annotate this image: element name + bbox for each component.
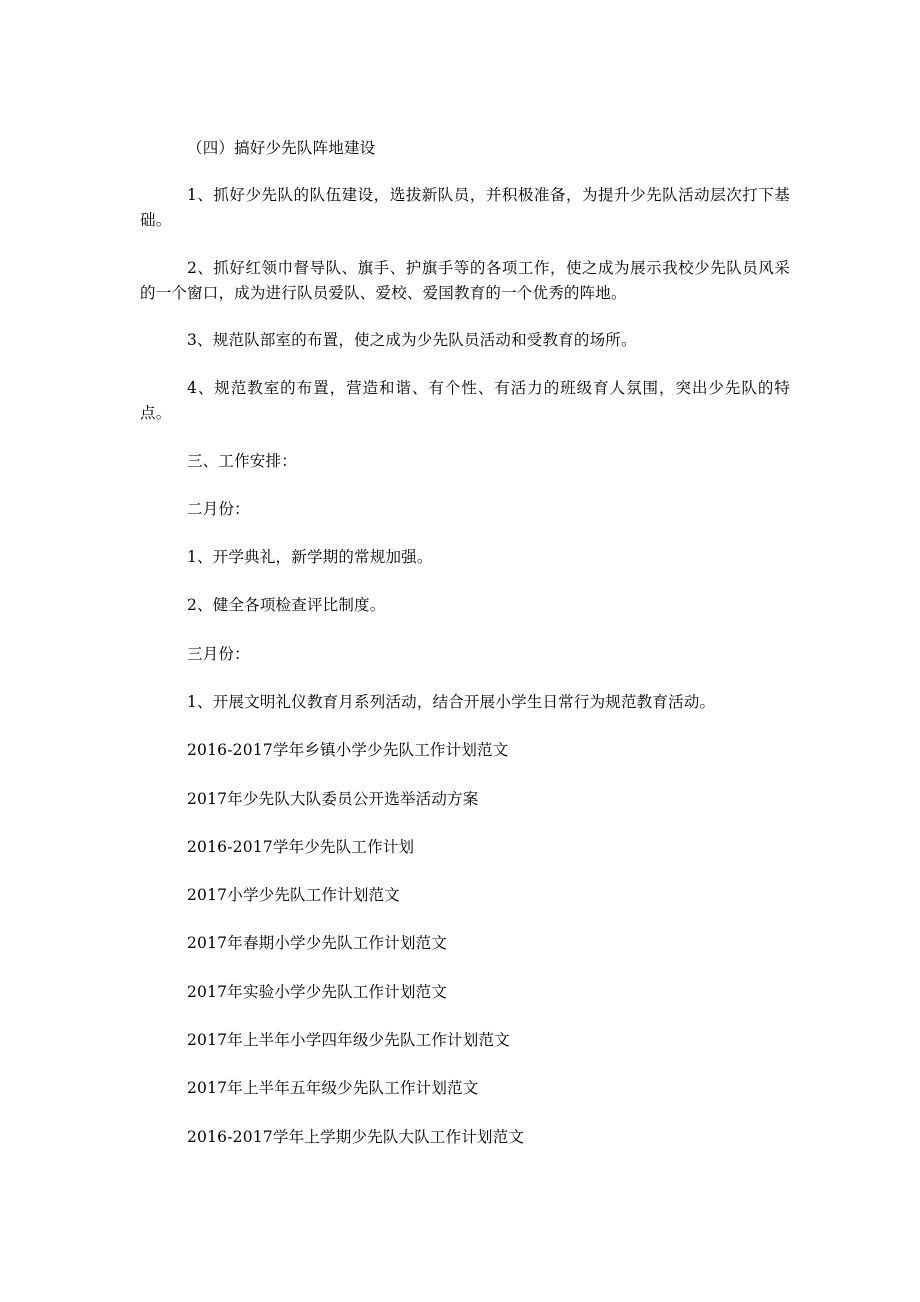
february-item-2: 2、健全各项检查评比制度。 — [187, 596, 386, 614]
related-link-5[interactable]: 2017年春期小学少先队工作计划范文 — [187, 934, 448, 952]
related-link-1[interactable]: 2016-2017学年乡镇小学少先队工作计划范文 — [187, 741, 509, 759]
paragraph-item-3: 3、规范队部室的布置，使之成为少先队员活动和受教育的场所。 — [187, 331, 637, 349]
related-link-9[interactable]: 2016-2017学年上学期少先队大队工作计划范文 — [187, 1128, 525, 1146]
february-item-1: 1、开学典礼，新学期的常规加强。 — [187, 548, 433, 566]
section-heading-4: （四）搞好少先队阵地建设 — [187, 139, 376, 157]
related-link-2[interactable]: 2017年少先队大队委员公开选举活动方案 — [187, 790, 479, 808]
section-heading-3: 三、工作安排： — [187, 452, 297, 470]
related-link-7[interactable]: 2017年上半年小学四年级少先队工作计划范文 — [187, 1031, 510, 1049]
related-link-6[interactable]: 2017年实验小学少先队工作计划范文 — [187, 983, 448, 1001]
month-heading-march: 三月份： — [187, 645, 250, 663]
related-link-8[interactable]: 2017年上半年五年级少先队工作计划范文 — [187, 1079, 479, 1097]
related-link-4[interactable]: 2017小学少先队工作计划范文 — [187, 886, 400, 904]
paragraph-item-1: 1、抓好少先队的队伍建设，选拔新队员，并积极准备，为提升少先队活动层次打下基础。 — [140, 186, 790, 229]
paragraph-item-2: 2、抓好红领巾督导队、旗手、护旗手等的各项工作，使之成为展示我校少先队员风采的一个窗口，成为进行队员爱队、爱校、爱国教育的一个优秀的阵地。 — [140, 259, 790, 302]
month-heading-february: 二月份： — [187, 500, 250, 518]
related-link-3[interactable]: 2016-2017学年少先队工作计划 — [187, 838, 415, 856]
march-item-1: 1、开展文明礼仪教育月系列活动，结合开展小学生日常行为规范教育活动。 — [187, 693, 716, 711]
paragraph-item-4: 4、规范教室的布置，营造和谐、有个性、有活力的班级育人氛围，突出少先队的特点。 — [140, 379, 790, 422]
